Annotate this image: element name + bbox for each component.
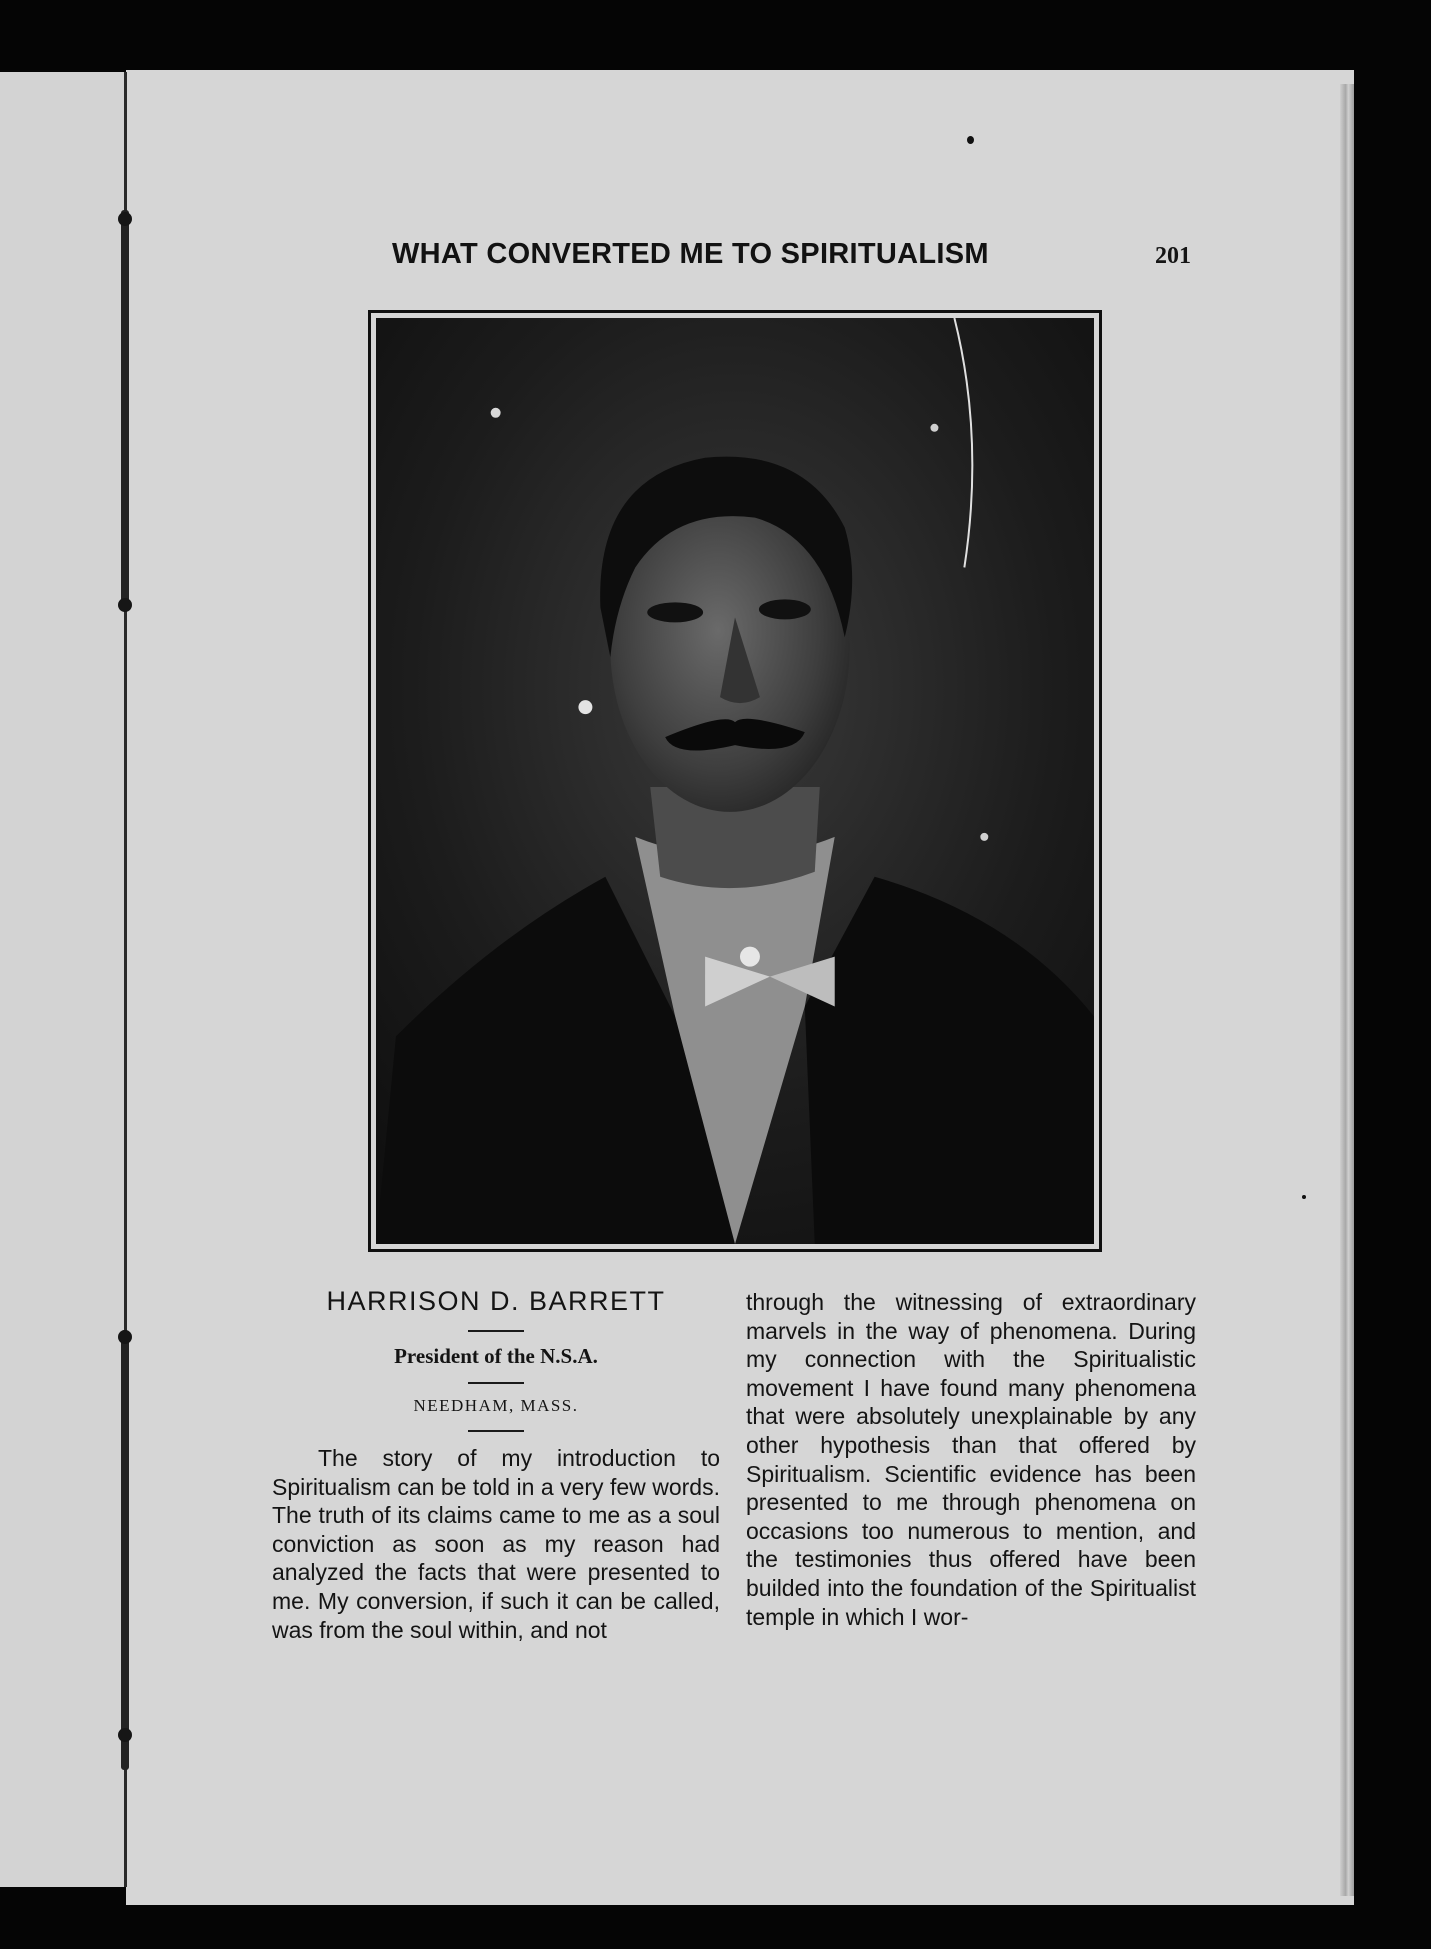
portrait-image	[376, 318, 1094, 1244]
page-number: 201	[1155, 243, 1191, 269]
subject-location: NEEDHAM, MASS.	[413, 1396, 579, 1415]
binding-knot	[118, 212, 132, 226]
left-column	[272, 1284, 720, 1644]
divider-rule	[468, 1330, 524, 1332]
left-page-margin	[0, 72, 126, 1887]
body-paragraph: The story of my introduction to Spiritualism can be told in a very few words. The truth of its claims came to me as a soul conviction as soon as my reason had analyzed the facts that were presented to me. My conversion, if such it can be called, was from the soul within, and not	[272, 1445, 720, 1643]
divider-rule	[468, 1430, 524, 1432]
binding-knot	[118, 1330, 132, 1344]
binding-knot	[118, 1728, 132, 1742]
binding-thread	[121, 210, 129, 610]
divider-rule	[468, 1382, 524, 1384]
portrait-photo	[368, 310, 1102, 1252]
right-column	[746, 1288, 1196, 1631]
page-edge	[1340, 84, 1354, 1896]
subject-name: HARRISON D. BARRETT	[326, 1286, 666, 1316]
body-paragraph-continued: through the witnessing of extraordinary marvels in the way of phenomena. During my connection with the Spiritualistic movement I have found many phenomena that were absolutely unexplainable by any other hypothesis than that offered by Spiritualism. Scientific evidence has been presented to me through phenomena on occasions too numerous to mention, and the testimonies thus offered have been builded into the foundation of the Spiritualist temple in which I wor-	[746, 1289, 1196, 1630]
binding-thread	[121, 1330, 129, 1770]
binding-knot	[118, 598, 132, 612]
subject-title: President of the N.S.A.	[394, 1344, 598, 1368]
running-head: WHAT CONVERTED ME TO SPIRITUALISM	[392, 238, 989, 270]
ink-speck	[1302, 1195, 1306, 1199]
ink-speck	[967, 136, 974, 144]
